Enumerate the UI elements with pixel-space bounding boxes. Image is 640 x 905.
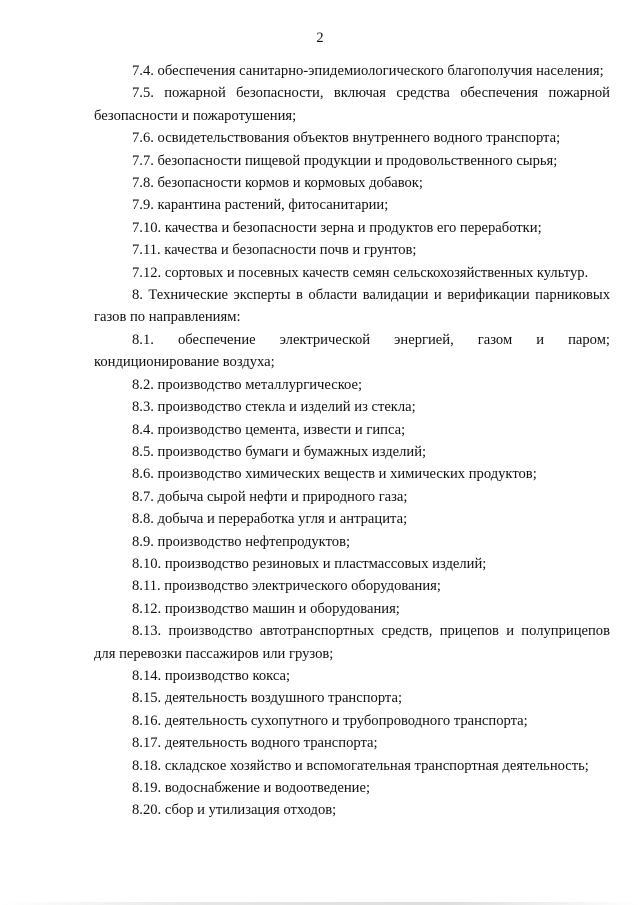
list-item-8-18: 8.18. складское хозяйство и вспомогательная транспортная деятельность; [132,757,589,774]
list-item-8-16: 8.16. деятельность сухопутного и трубопроводного транспорта; [132,712,528,729]
list-item-8-2: 8.2. производство металлургическое; [132,376,363,393]
list-item-8-11: 8.11. производство электрического оборудования; [132,578,441,595]
list-item-8-9: 8.9. производство нефтепродуктов; [132,533,351,550]
list-item-7-7: 7.7. безопасности пищевой продукции и продовольственного сырья; [132,152,558,169]
list-item-7-8: 7.8. безопасности кормов и кормовых добавок; [132,175,423,192]
list-item-8-3: 8.3. производство стекла и изделий из стекла; [132,399,416,416]
list-item-8-8: 8.8. добыча и переработка угля и антрацита; [132,511,408,528]
list-item-8-12: 8.12. производство машин и оборудования; [132,600,400,617]
list-item-8-14: 8.14. производство кокса; [132,667,291,684]
list-item-7-4: 7.4. обеспечения санитарно-эпидемиологического благополучия населения; [132,63,604,79]
list-item-8-19: 8.19. водоснабжение и водоотведение; [132,780,371,796]
list-item-7-9: 7.9. карантина растений, фитосанитарии; [132,197,389,214]
list-item-8-17: 8.17. деятельность водного транспорта; [132,735,378,752]
list-item-8-10: 8.10. производство резиновых и пластмассовых изделий; [132,555,487,572]
page-number: 2 [316,30,324,46]
list-item-8-1: 8.1. обеспечение электрической энергией, газом и паром; кондиционирование воздуха; [94,331,610,371]
list-item-8-20: 8.20. сбор и утилизация отходов; [132,802,337,819]
list-item-8-7: 8.7. добыча сырой нефти и природного газа; [132,488,408,505]
list-item-8-6: 8.6. производство химических веществ и химических продуктов; [132,466,537,483]
list-item-7-6: 7.6. освидетельствования объектов внутреннего водного транспорта; [132,130,561,147]
list-item-8-13: 8.13. производство автотранспортных средств, прицепов и полуприцепов для перевозки пассажиров или грузов; [94,623,610,662]
document-body [94,60,610,822]
list-item-7-12: 7.12. сортовых и посевных качеств семян сельскохозяйственных культур. [132,264,589,281]
list-item-8-5: 8.5. производство бумаги и бумажных изделий; [132,443,427,460]
list-item-8-4: 8.4. производство цемента, извести и гипса; [132,421,406,438]
list-item-7-10: 7.10. качества и безопасности зерна и продуктов его переработки; [132,219,542,236]
list-item-7-5: 7.5. пожарной безопасности, включая средства обеспечения пожарной безопасности и пожаротушения; [94,85,610,124]
section-8-heading: 8. Технические эксперты в области валидации и верификации парниковых газов по направлениям: [94,287,610,326]
list-item-8-15: 8.15. деятельность воздушного транспорта; [132,690,403,707]
list-item-7-11: 7.11. качества и безопасности почв и грунтов; [132,242,417,259]
